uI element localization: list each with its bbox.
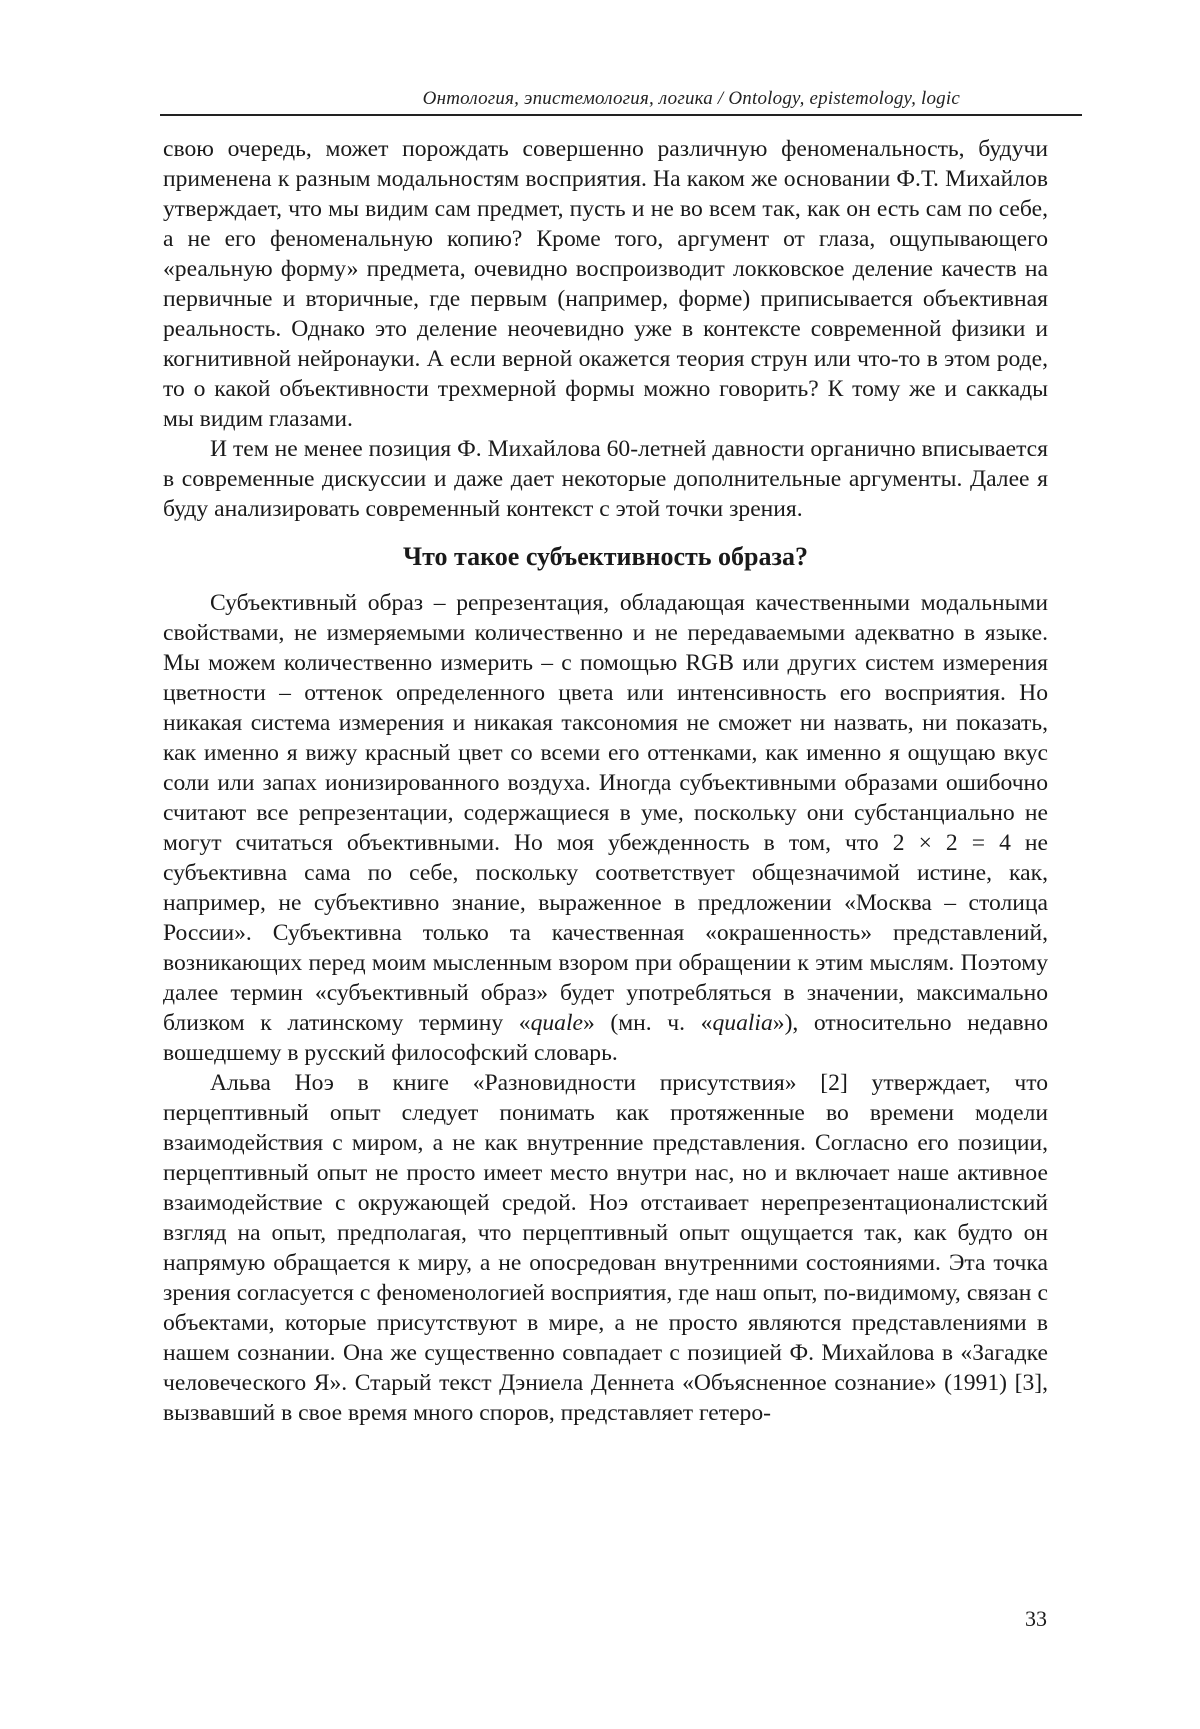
running-title: Онтология, эпистемология, логика / Ontology, epistemology, logic bbox=[422, 88, 960, 109]
term-quale: quale bbox=[530, 1010, 583, 1036]
article-body bbox=[163, 134, 1048, 1428]
paragraph-3-text-b: » (мн. ч. « bbox=[582, 1010, 713, 1036]
section-heading: Что такое субъективность образа? bbox=[403, 542, 808, 571]
term-qualia: qualia bbox=[712, 1010, 773, 1036]
page-number: 33 bbox=[1025, 1606, 1047, 1631]
header-divider bbox=[160, 114, 1082, 116]
paragraph-1: свою очередь, может порождать совершенно различную феноменальность, будучи применена к разным модальностям восприятия. На каком же основании Ф.Т. Михайлов утверждает, что мы видим сам предмет, пусть и не во всем так, как он есть сам по себе, а не его феноменальную копию? Кроме того, аргумент от глаза, ощупывающего «реальную форму» предмета, очевидно воспроизводит локковское деление качеств на первичные и вторичные, где первым (например, форме) приписывается объективная реальность. Однако это деление неочевидно уже в контексте современной физики и когнитивной нейронауки. А если верной окажется теория струн или что-то в этом роде, то о какой объективности трехмерной формы можно говорить? К тому же и саккады мы видим глазами. bbox=[163, 136, 1048, 432]
paragraph-4: Альва Ноэ в книге «Разновидности присутствия» [2] утверждает, что перцептивный опыт следует понимать как протяженные во времени модели взаимодействия с миром, а не как внутренние представления. Согласно его позиции, перцептивный опыт не просто имеет место внутри нас, но и включает наше активное взаимодействие с окружающей средой. Ноэ отстаивает нерепрезентационалистский взгляд на опыт, предполагая, что перцептивный опыт ощущается так, как будто он напрямую обращается к миру, а не опосредован внутренними состояниями. Эта точка зрения согласуется с феноменологией восприятия, где наш опыт, по-видимому, связан с объектами, которые присутствуют в мире, а не просто являются представлениями в нашем сознании. Она же существенно совпадает с позицией Ф. Михайлова в «Загадке человеческого Я». Старый текст Дэниела Деннета «Объясненное сознание» (1991) [3], вызвавший в свое время много споров, представляет гетеро- bbox=[163, 1070, 1048, 1426]
paragraph-3-text-c: »), относительно недавно вошедшему в русский философский словарь. bbox=[163, 1010, 1049, 1066]
paragraph-2: И тем не менее позиция Ф. Михайлова 60-летней давности органично вписывается в современные дискуссии и даже дает некоторые дополнительные аргументы. Далее я буду анализировать современный контекст с этой точки зрения. bbox=[163, 436, 1048, 522]
running-header bbox=[160, 88, 1082, 110]
paragraph-3-text-a: Субъективный образ – репрезентация, обладающая качественными модальными свойствами, не измеряемыми количественно и не передаваемыми адекватно в языке. Мы можем количественно измерить – с помощью RGB или других систем измерения цветности – оттенок определенного цвета или интенсивность его восприятия. Но никакая система измерения и никакая таксономия не сможет ни назвать, ни показать, как именно я вижу красный цвет со всеми его оттенками, как именно я ощущаю вкус соли или запах ионизированного воздуха. Иногда субъективными образами ошибочно считают все репрезентации, содержащиеся в уме, поскольку они субстанциально не могут считаться объективными. Но моя убежденность в том, что 2 × 2 = 4 не субъективна сама по себе, поскольку соответствует общезначимой истине, как, например, не субъективно знание, выраженное в предложении «Москва – столица России». Субъективна только та качественная «окрашенность» представлений, возникающих перед моим мысленным взором при обращении к этим мыслям. Поэтому далее термин «субъективный образ» будет употребляться в значении, максимально близком к латинскому термину « bbox=[163, 590, 1048, 1036]
paragraph-3 bbox=[163, 588, 1048, 1068]
